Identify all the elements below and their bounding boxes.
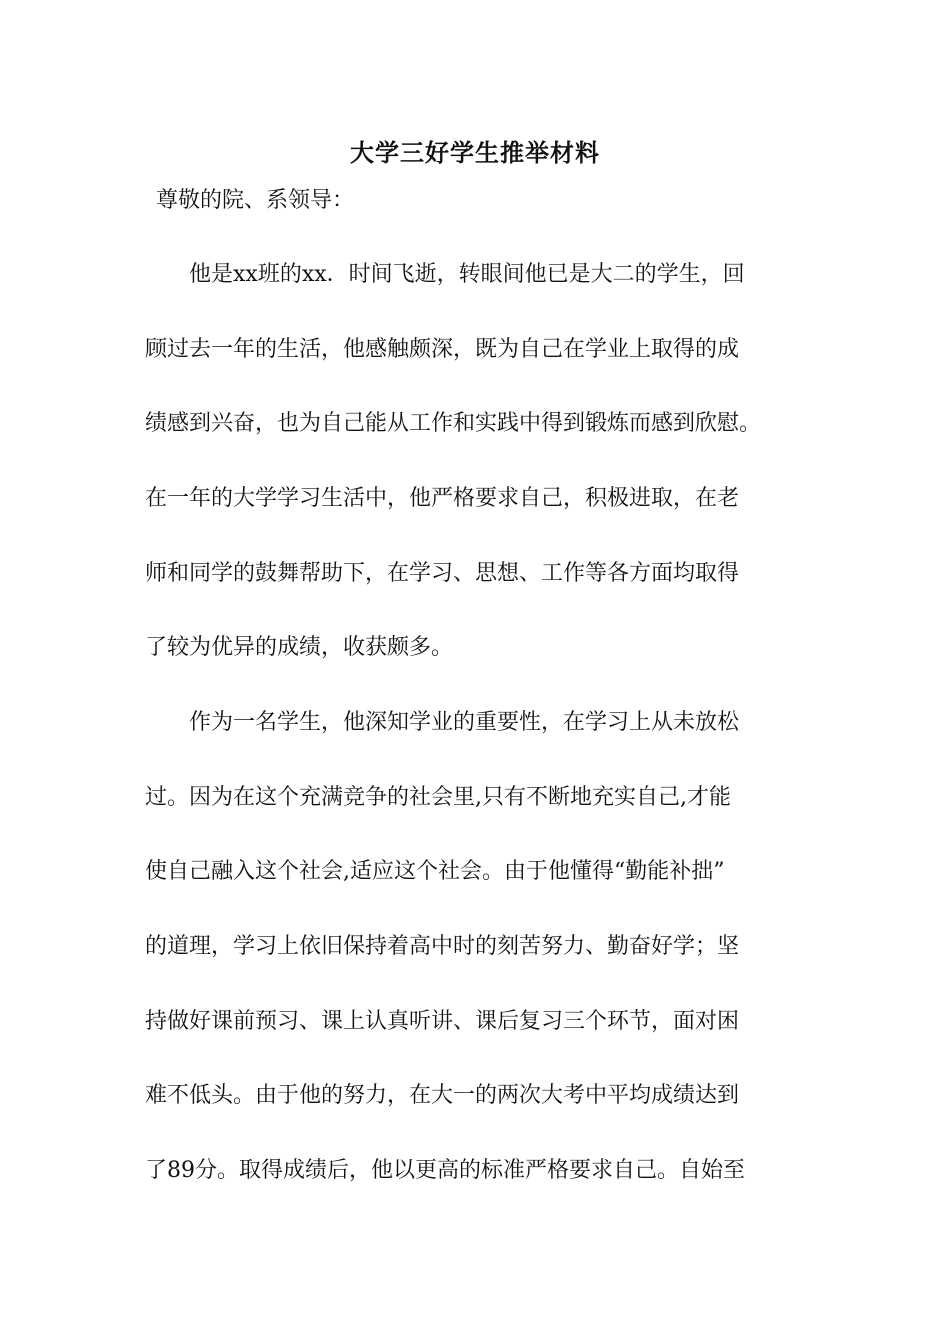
body-line: 使自己融入这个社会,适应这个社会。由于他懂得“勤能补拙” — [145, 859, 725, 884]
body-line: 了89分。取得成绩后，他以更高的标准严格要求自己。自始至 — [145, 1158, 745, 1183]
document-title: 大学三好学生推举材料 — [350, 138, 600, 167]
body-line: 了较为优异的成绩，收获颇多。 — [145, 635, 454, 660]
body-line: 的道理，学习上依旧保持着高中时的刻苦努力、勤奋好学；坚 — [145, 934, 740, 959]
body-line: 在一年的大学学习生活中，他严格要求自己，积极进取，在老 — [145, 486, 740, 511]
body-line: 师和同学的鼓舞帮助下，在学习、思想、工作等各方面均取得 — [145, 561, 740, 586]
body-line: 他是xx班的xx．时间飞逝，转眼间他已是大二的学生，回 — [145, 262, 745, 287]
body-line: 过。因为在这个充满竞争的社会里,只有不断地充实自己,才能 — [145, 785, 731, 810]
body-line: 难不低头。由于他的努力，在大一的两次大考中平均成绩达到 — [145, 1083, 740, 1108]
salutation: 尊敬的院、系领导： — [156, 188, 355, 213]
body-line: 作为一名学生，他深知学业的重要性，在学习上从未放松 — [145, 710, 740, 735]
body-line: 持做好课前预习、课上认真听讲、课后复习三个环节，面对困 — [145, 1009, 740, 1034]
body-line: 绩感到兴奋，也为自己能从工作和实践中得到锻炼而感到欣慰。 — [145, 411, 762, 436]
body-line: 顾过去一年的生活，他感触颇深，既为自己在学业上取得的成 — [145, 337, 740, 362]
